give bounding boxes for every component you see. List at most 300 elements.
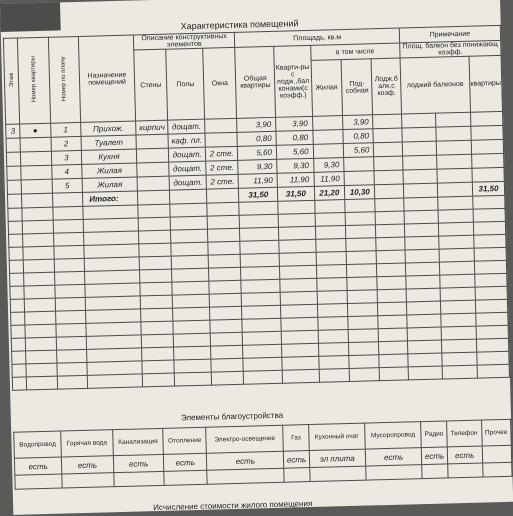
totals-aux: 10,30 [344, 185, 375, 200]
empty-cell [142, 360, 175, 374]
empty-cell [210, 332, 243, 346]
cell-aux [344, 171, 375, 186]
empty-cell [24, 285, 55, 299]
cell-no: 3 [51, 150, 82, 165]
cell-win [205, 132, 238, 147]
header-purpose: Назначение помещений [78, 35, 135, 122]
empty-cell [173, 320, 210, 334]
header-walls: Стены [134, 49, 168, 121]
empty-cell [476, 325, 508, 339]
empty-cell [374, 170, 403, 185]
empty-cell [11, 312, 26, 325]
empty-cell [436, 126, 471, 141]
empty-cell [473, 221, 505, 235]
cell-living [312, 130, 343, 145]
empty-cell [243, 331, 282, 345]
empty-cell [379, 328, 408, 342]
amenity-header: Кухонный очаг [308, 423, 365, 450]
empty-cell [442, 352, 477, 366]
empty-cell [56, 349, 87, 363]
empty-cell [402, 141, 437, 156]
empty-cell [54, 245, 85, 259]
cell-floor: дощат. [169, 147, 206, 162]
empty-cell [279, 239, 316, 253]
empty-cell [22, 207, 53, 221]
empty-cell [240, 240, 279, 254]
empty-cell [476, 338, 508, 352]
empty-cell [114, 471, 165, 486]
empty-cell [403, 155, 438, 170]
empty-cell [10, 299, 25, 312]
empty-cell [8, 221, 23, 234]
empty-cell [209, 280, 242, 294]
empty-cell [138, 230, 171, 244]
empty-cell [280, 278, 317, 292]
empty-cell [170, 203, 207, 217]
cell-name: Жилая [82, 163, 137, 178]
rooms-table [3, 25, 510, 391]
empty-cell [171, 216, 208, 230]
empty-cell [174, 333, 211, 347]
empty-cell [280, 291, 317, 305]
cell-aux: 5,60 [343, 143, 374, 158]
empty-cell [443, 365, 478, 379]
empty-cell [243, 357, 282, 371]
empty-cell [439, 235, 474, 249]
header-note-sub: Площ. балкон без понижающ коэфф. [400, 40, 501, 58]
empty-cell [378, 315, 407, 329]
empty-cell [316, 252, 347, 266]
header-aux: Под-собная [341, 59, 373, 116]
header-floors: Полы [166, 48, 204, 120]
cell-kv: 0,80 [276, 130, 313, 145]
empty-cell [380, 367, 409, 381]
empty-cell [141, 321, 174, 335]
empty-cell [315, 226, 346, 240]
empty-cell [26, 376, 57, 390]
empty-cell [140, 282, 173, 296]
cell-no: 1 [50, 122, 81, 137]
header-area: Площадь, кв.м [235, 28, 400, 47]
header-elements: Описание конструктивных элементов [133, 32, 235, 50]
empty-cell [317, 304, 348, 318]
empty-cell [345, 225, 376, 239]
empty-cell [471, 125, 503, 140]
cell-total: 5,60 [238, 145, 277, 160]
empty-cell [281, 317, 318, 331]
header-living: Жилая [311, 60, 343, 117]
empty-cell [379, 341, 408, 355]
empty-cell [207, 468, 285, 484]
empty-cell [406, 288, 441, 302]
cell-etazh [7, 180, 22, 194]
empty-cell [242, 305, 281, 319]
empty-cell [174, 359, 211, 373]
amenity-value: есть [365, 448, 422, 466]
empty-cell [55, 310, 86, 324]
header-total: Общая квартиры [235, 46, 275, 118]
header-plan-no: Номер по плану [48, 36, 81, 123]
empty-cell [242, 318, 281, 332]
empty-cell [403, 169, 438, 184]
empty-cell [52, 206, 83, 220]
empty-cell [281, 304, 318, 318]
empty-cell [174, 346, 211, 360]
empty-cell [278, 213, 315, 227]
cell-living [313, 144, 344, 159]
empty-cell [244, 370, 283, 384]
empty-cell [282, 369, 319, 383]
empty-cell [11, 338, 26, 351]
empty-cell [407, 340, 442, 354]
empty-cell [318, 329, 349, 343]
empty-cell [211, 371, 244, 385]
empty-cell [405, 262, 440, 276]
empty-cell [25, 337, 56, 351]
amenity-header: Газ [283, 425, 309, 452]
cell-apt: ● [20, 123, 51, 138]
empty-cell [164, 470, 207, 485]
header-lodzh2: лоджий балконов [400, 56, 470, 114]
empty-cell [348, 316, 379, 330]
amenity-value: есть [113, 454, 164, 472]
totals-total: 31,50 [239, 187, 278, 202]
empty-cell [141, 334, 174, 348]
empty-cell [440, 261, 475, 275]
empty-cell [437, 140, 472, 155]
amenity-header: Телефон [446, 420, 482, 447]
empty-cell [211, 358, 244, 372]
empty-cell [53, 232, 84, 246]
cell-win [205, 118, 238, 133]
empty-cell [347, 303, 378, 317]
page-title: Характеристика помещений [180, 18, 299, 32]
cell-no: 2 [51, 136, 82, 151]
empty-cell [405, 249, 440, 263]
cell-apt [21, 151, 52, 166]
cell-floor: дощат. [169, 161, 206, 176]
empty-cell [208, 254, 241, 268]
empty-cell [239, 201, 278, 215]
header-kvart: квартиры [469, 55, 503, 112]
empty-cell [440, 274, 475, 288]
empty-cell [9, 247, 24, 260]
empty-cell [139, 269, 172, 283]
empty-cell [138, 217, 171, 231]
cell-walls [136, 134, 169, 149]
header-apt-no: Номер квартиры [18, 37, 51, 124]
amenity-header: Электро-освещение [206, 425, 284, 453]
empty-cell [315, 239, 346, 253]
empty-cell [12, 364, 27, 377]
empty-cell [15, 474, 62, 489]
empty-cell [482, 462, 512, 477]
empty-cell [56, 323, 87, 337]
empty-cell [376, 211, 405, 225]
empty-cell [376, 224, 405, 238]
empty-cell [474, 234, 506, 248]
empty-cell [26, 363, 57, 377]
empty-cell [436, 112, 471, 127]
empty-cell [9, 260, 24, 273]
empty-cell [209, 306, 242, 320]
empty-cell [438, 209, 473, 223]
empty-cell [378, 289, 407, 303]
cell-walls: кирпич [136, 120, 169, 135]
empty-cell [407, 314, 442, 328]
empty-cell [24, 272, 55, 286]
header-incl: в том числе [310, 43, 400, 60]
amenity-value: эл плита [309, 449, 366, 467]
empty-cell [142, 373, 175, 387]
empty-cell [470, 111, 502, 126]
empty-cell [345, 199, 376, 213]
empty-cell [55, 297, 86, 311]
cell-total: 9,30 [238, 159, 277, 174]
empty-cell [242, 292, 281, 306]
empty-cell [401, 113, 436, 128]
empty-cell [9, 234, 24, 247]
cell-etazh [6, 152, 21, 166]
empty-cell [23, 233, 54, 247]
empty-cell [243, 344, 282, 358]
empty-cell [309, 466, 366, 481]
cell-floor: дощат. [168, 119, 205, 134]
empty-cell [366, 465, 423, 480]
cell-name: Туалет [81, 135, 136, 150]
empty-cell [140, 308, 173, 322]
empty-cell [376, 237, 405, 251]
empty-cell [317, 317, 348, 331]
empty-cell [406, 301, 441, 315]
empty-cell [10, 273, 25, 286]
empty-cell [349, 355, 380, 369]
empty-cell [171, 242, 208, 256]
empty-cell [210, 345, 243, 359]
empty-cell [11, 325, 26, 338]
empty-cell [207, 202, 240, 216]
empty-cell [347, 277, 378, 291]
header-kv: Кварти-ры с лодж.,бал конами(с коэфф.) [274, 45, 312, 117]
empty-cell [442, 326, 477, 340]
empty-cell [473, 195, 505, 209]
amenity-value: есть [207, 451, 285, 470]
amenities-title: Элементы благоустройства [180, 410, 284, 423]
empty-cell [471, 139, 503, 154]
amenity-value [482, 445, 512, 463]
empty-cell [210, 319, 243, 333]
empty-cell [241, 253, 280, 267]
empty-cell [374, 156, 403, 171]
empty-cell [404, 210, 439, 224]
empty-cell [140, 295, 173, 309]
empty-cell [139, 256, 172, 270]
empty-cell [10, 286, 25, 299]
empty-cell [347, 290, 378, 304]
amenity-header: Горячая вода [61, 430, 113, 457]
cell-win: 2 сте. [206, 174, 239, 189]
amenity-value: есть [284, 451, 310, 469]
empty-cell [139, 243, 172, 257]
cell-win: 2 сте. [206, 160, 239, 175]
header-etazh: Этаж [3, 38, 19, 124]
empty-cell [404, 197, 439, 211]
cell-kv: 5,60 [276, 144, 313, 159]
cell-total: 0,80 [237, 131, 276, 146]
empty-cell [278, 200, 315, 214]
cell-name: Прихож. [81, 121, 136, 136]
empty-cell [172, 268, 209, 282]
cell-walls [137, 176, 170, 191]
amenity-value: есть [447, 446, 482, 464]
empty-cell [408, 366, 443, 380]
empty-cell [54, 271, 85, 285]
empty-cell [377, 263, 406, 277]
empty-cell [475, 273, 507, 287]
amenity-header: Отопление [163, 427, 207, 454]
empty-cell [441, 300, 476, 314]
empty-cell [279, 252, 316, 266]
empty-cell [208, 267, 241, 281]
cell-no: 5 [52, 178, 83, 193]
empty-cell [22, 220, 53, 234]
empty-cell [57, 375, 88, 389]
empty-cell [175, 372, 212, 386]
empty-cell [422, 464, 448, 479]
header-note: Примечание [399, 25, 500, 43]
amenity-header: Мусоропровод [364, 422, 421, 449]
cell-walls [137, 162, 170, 177]
empty-cell [241, 266, 280, 280]
empty-cell [172, 255, 209, 269]
empty-cell [284, 468, 310, 483]
empty-cell [172, 281, 209, 295]
cell-no: 4 [51, 164, 82, 179]
empty-cell [317, 291, 348, 305]
cell-aux: 0,80 [343, 129, 374, 144]
empty-cell [12, 377, 27, 390]
totals-kvart: 31,50 [472, 181, 504, 196]
empty-cell [346, 264, 377, 278]
cell-living [312, 116, 343, 131]
empty-cell [279, 265, 316, 279]
cell-name: Кухня [81, 149, 136, 164]
empty-cell [315, 213, 346, 227]
empty-cell [474, 260, 506, 274]
empty-cell [282, 356, 319, 370]
empty-cell [141, 347, 174, 361]
cell-etazh: 3 [6, 124, 21, 138]
empty-cell [439, 248, 474, 262]
empty-cell [408, 353, 443, 367]
empty-cell [282, 343, 319, 357]
empty-cell [472, 153, 504, 168]
folded-corner [0, 2, 61, 32]
cell-total: 3,90 [237, 117, 276, 132]
cell-apt [21, 179, 52, 194]
cell-name: Жилая [82, 177, 137, 192]
empty-cell [477, 364, 509, 378]
empty-cell [25, 324, 56, 338]
empty-cell [26, 350, 57, 364]
empty-cell [441, 287, 476, 301]
empty-cell [24, 298, 55, 312]
amenity-header: Прочее [481, 419, 511, 446]
empty-cell [349, 342, 380, 356]
empty-cell [87, 374, 142, 388]
empty-cell [346, 238, 377, 252]
empty-cell [240, 214, 279, 228]
empty-cell [437, 154, 472, 169]
empty-cell [318, 342, 349, 356]
empty-cell [314, 200, 345, 214]
empty-cell [473, 208, 505, 222]
empty-cell [406, 275, 441, 289]
cell-kv: 11,90 [277, 172, 314, 187]
empty-cell [477, 351, 509, 365]
empty-cell [375, 198, 404, 212]
cell-kv: 9,30 [277, 158, 314, 173]
amenity-value: есть [164, 453, 207, 471]
empty-cell [57, 362, 88, 376]
cell-aux: 3,90 [343, 115, 374, 130]
empty-cell [447, 463, 482, 478]
empty-cell [241, 279, 280, 293]
empty-cell [476, 312, 508, 326]
cell-win: 2 сте. [205, 146, 238, 161]
empty-cell [379, 354, 408, 368]
empty-cell [405, 236, 440, 250]
empty-cell [373, 128, 402, 143]
empty-cell [281, 330, 318, 344]
cell-etazh [6, 138, 21, 152]
empty-cell [377, 250, 406, 264]
empty-cell [318, 355, 349, 369]
empty-cell [345, 212, 376, 226]
empty-cell [240, 227, 279, 241]
empty-cell [474, 247, 506, 261]
header-lodzh: Лодж.б алк.с коэф. [372, 58, 402, 115]
cell-floor: каф. пл. [168, 133, 205, 148]
cell-walls [136, 148, 169, 163]
empty-cell [316, 278, 347, 292]
empty-cell [475, 286, 507, 300]
empty-cell [25, 311, 56, 325]
empty-cell [8, 208, 23, 221]
cell-total: 11,90 [238, 173, 277, 188]
empty-cell [442, 339, 477, 353]
empty-cell [173, 294, 210, 308]
empty-cell [407, 327, 442, 341]
empty-cell [62, 473, 114, 488]
empty-cell [56, 336, 87, 350]
empty-cell [373, 114, 402, 129]
cell-etazh [7, 166, 22, 180]
empty-cell [173, 307, 210, 321]
empty-cell [319, 368, 350, 382]
empty-cell [377, 276, 406, 290]
empty-cell [437, 168, 472, 183]
empty-cell [55, 284, 86, 298]
empty-cell [348, 329, 379, 343]
empty-cell [53, 219, 84, 233]
amenity-header: Водопровод [14, 431, 62, 458]
empty-cell [374, 142, 403, 157]
cell-apt [21, 165, 52, 180]
header-windows: Окна [203, 47, 237, 119]
empty-cell [23, 246, 54, 260]
amenity-value: есть [14, 457, 61, 475]
